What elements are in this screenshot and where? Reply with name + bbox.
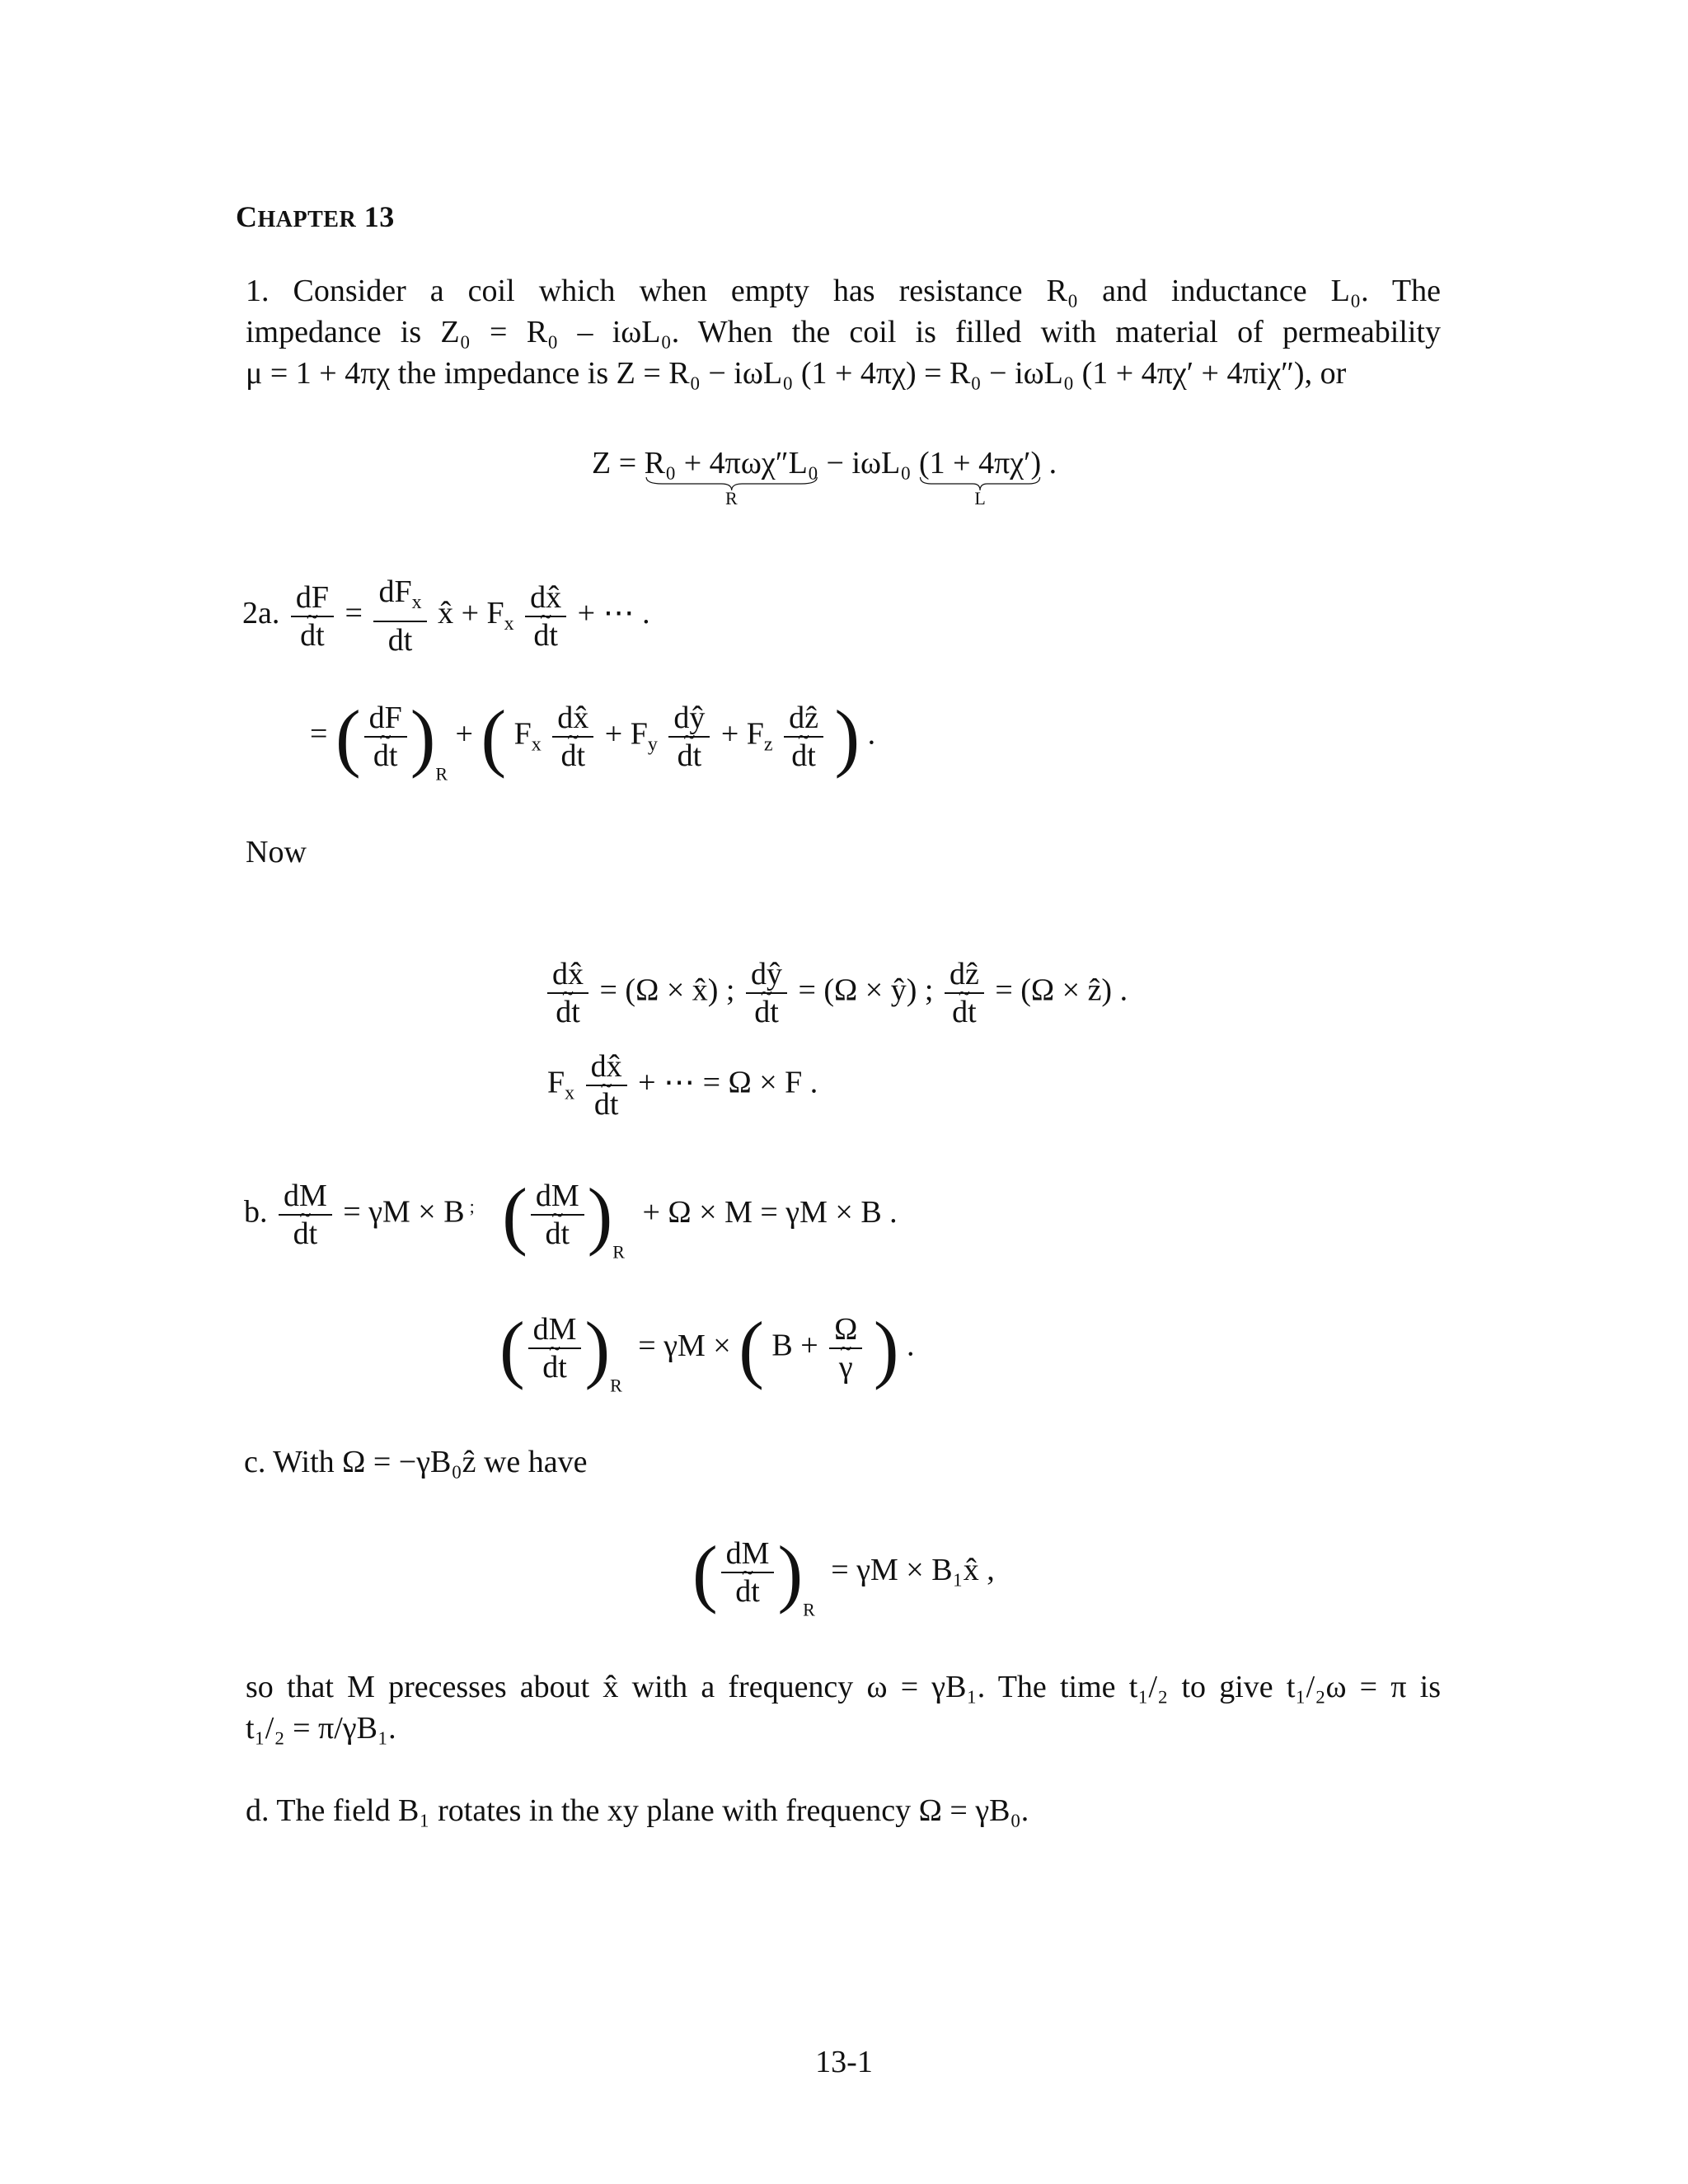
- chapter-heading: [236, 199, 395, 234]
- problem-1-line-3: μ = 1 + 4πχ the impedance is Z = R₀ − iωL₀ (1 + 4πχ) = R₀ − iωL₀ (1 + 4πχ′ + 4πiχ″), or: [246, 356, 1347, 391]
- frac-dFx-dt: $\frac{dF_x}{dt}$: [373, 574, 426, 658]
- chapter-rest: HAPTER: [257, 207, 357, 232]
- eq-2a-line1: 2a. $\frac{dF \sim}{dt}$ = $\frac{dF_x}{dt}$ x̂ + $F_x$ $\frac{dx̂ \sim}{dt}$ + ⋯ .: [242, 574, 650, 658]
- term-xhat-Fx: x̂ + F: [438, 596, 504, 631]
- problem-d: d. The field B₁ rotates in the xy plane with frequency Ω = γB₀.: [246, 1793, 1029, 1828]
- eq-mid: − iωL₀: [826, 446, 919, 480]
- now-label: Now: [246, 835, 307, 869]
- problem-c-line-1: so that M precesses about x̂ with a frequency ω = γB₁. The time t₁/₂ to give t₁/₂ω = π is: [246, 1670, 1441, 1704]
- frac-dxhat-dt: $\frac{dx̂ \sim}{dt}$: [525, 579, 566, 654]
- eq-2a-line2: = ( $\frac{dF \sim}{dt}$ )$_R$ + ( $F_x$ $\frac{dx̂ \sim}{dt}$ + $F_y$ $\frac{dŷ \sim}{dt}$ + $F_z$ $\frac{\text{dẑ \textasciitilde{}}}{dt}$ ) .: [310, 699, 875, 785]
- chapter-number: 13: [363, 200, 395, 233]
- eq-resistance-term: R₀ + 4πωχ″L₀: [644, 446, 819, 480]
- page-number: 13-1: [815, 2045, 873, 2079]
- problem-1-line-1: 1. Consider a coil which when empty has resistance R₀ and inductance L₀. The: [246, 274, 1441, 308]
- frac-dF-dt: $\frac{dF \sim}{dt}$: [291, 579, 334, 654]
- rotation-equations: $\frac{dx̂ \sim}{dt}$ = (Ω × x̂) ; $\frac{dŷ \sim}{dt}$ = (Ω × ŷ) ; $\frac{\text{dẑ \textasciitilde{}}}{dt}$ = (Ω × ẑ) .: [544, 956, 1128, 1030]
- eq-b-line1: b. $\frac{dM \sim}{dt}$ = γM × B ; ( $\frac{dM \sim}{dt}$ )$_R + \Omega \times M = \gamma M \times B$ .: [244, 1177, 898, 1263]
- impedance-equation: [592, 445, 1057, 509]
- rotation-sum: $F_x$ $\frac{dx̂ \sim}{dt}$ + ⋯ = Ω × F .: [547, 1048, 818, 1122]
- chapter-prefix: C: [236, 200, 258, 233]
- eq-inductance-term: (1 + 4πχ′): [919, 446, 1042, 480]
- eq-z-left: Z =: [592, 446, 645, 480]
- problem-1-line-2: impedance is Z₀ = R₀ – iωL₀. When the coil is filled with material of permeability: [246, 315, 1441, 349]
- brace-inductance: [919, 445, 1042, 509]
- brace-resistance: [644, 445, 819, 509]
- eq-b-line2: ( $\frac{dM \sim}{dt}$ )$_R = \gamma M$ × ( B + $\frac{\Omega \sim}{\gamma}$ ) .: [499, 1310, 915, 1397]
- brace-label-l: L: [974, 488, 986, 509]
- brace-label-r: R: [725, 488, 738, 509]
- eq-end: .: [1048, 446, 1057, 480]
- eq-c: ( $\frac{dM \sim}{dt}$ )$_R = \gamma M$ × B₁x̂ ,: [692, 1535, 995, 1621]
- problem-c-intro: c. With Ω = −γB₀ẑ we have: [244, 1445, 588, 1479]
- label-2a: 2a.: [242, 596, 280, 631]
- problem-c-line-2: t₁/₂ = π/γB₁.: [246, 1711, 396, 1746]
